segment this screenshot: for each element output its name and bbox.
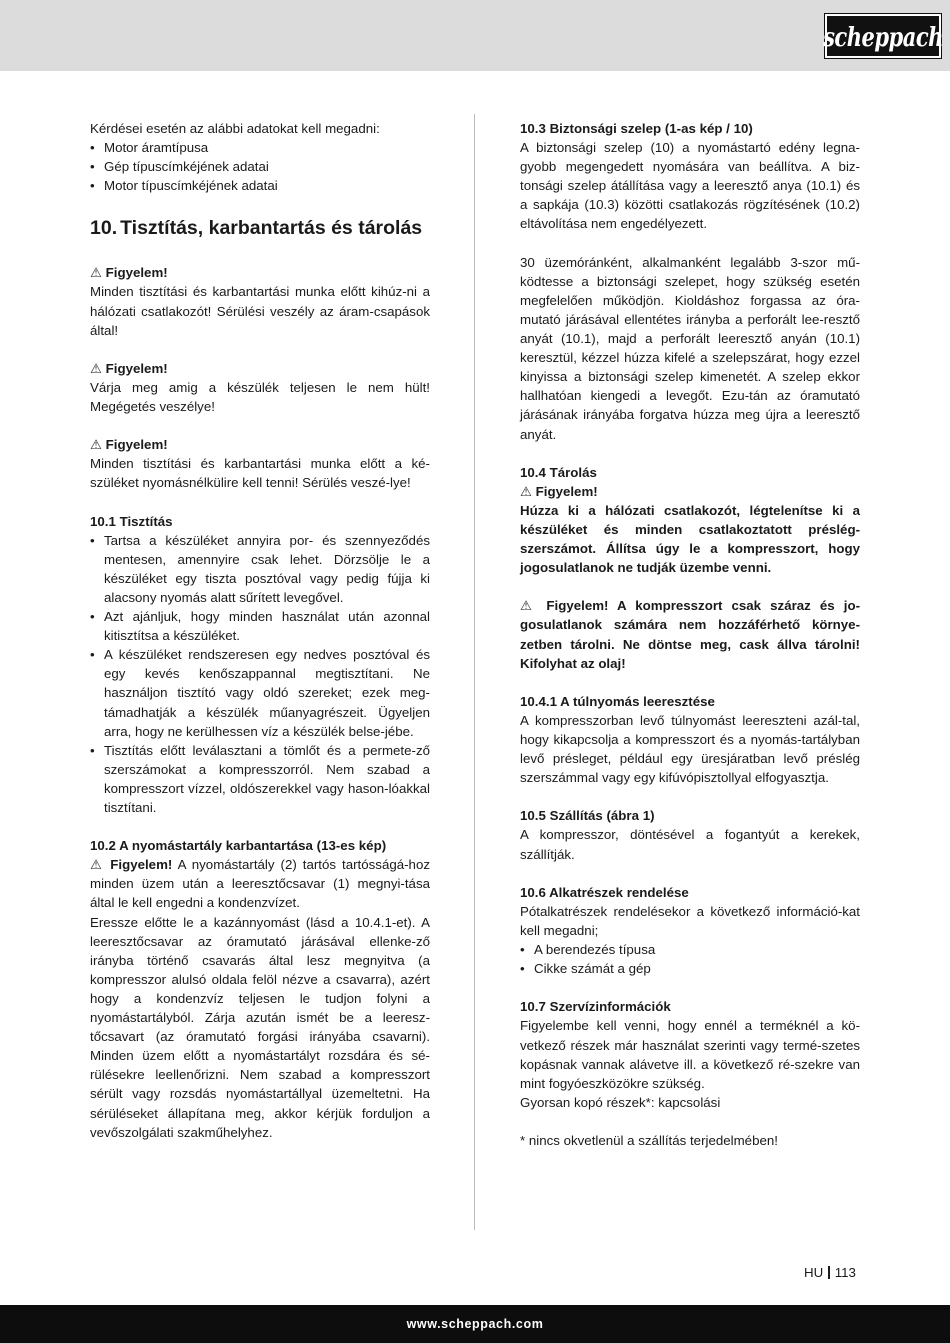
right-column	[520, 119, 860, 1150]
column-divider	[474, 114, 475, 1230]
subsection-title: 10.3 Biztonsági szelep (1-as kép / 10)	[520, 121, 753, 136]
warning-triangle-icon: ⚠	[520, 598, 538, 614]
separator	[828, 1266, 830, 1279]
intro-list	[90, 138, 430, 195]
paragraph: Húzza ki a hálózati csatlakozót, légtelenítse ki a készüléket és minden csatlakoztatott préslég-szerszámot. Állítsa úgy le a kompresszort, hogy jogosulatlanok ne tudják üzembe venni.	[520, 502, 860, 576]
warning-triangle-icon: ⚠	[90, 360, 102, 376]
language-code: HU	[804, 1265, 824, 1280]
warning-heading	[90, 359, 430, 378]
list-item: • Azt ajánljuk, hogy minden használat után azonnal kitisztítsa a készüléket.	[90, 607, 430, 645]
warning-label: Figyelem!	[105, 360, 168, 376]
paragraph: A biztonsági szelep (10) a nyomástartó edény legna-gyobb megengedett nyomására van beállítva. A biz-tonsági szelep átállítása vagy a leeresztő anya (10.1) és a sapkája (10.3) közötti csatlakozás rögzítésének (10.2) eltávolítása nem engedélyezett.	[520, 140, 860, 232]
subsection-title: 10.5 Szállítás (ábra 1)	[520, 808, 655, 824]
warning-text: Minden tisztítási és karbantartási munka előtt kihúz-ni a hálózati csatlakozót! Sérülési veszély az áram-csapások által!	[90, 284, 430, 338]
paragraph: A kompresszorban levő túlnyomást leereszteni azál-tal, hogy kikapcsolja a kompresszort és a nyomás-tartályban levő présleget, például egy üresjáratban levő préslég szerszámmal vagy egy kifúvópisztollyal elfogyasztja.	[520, 712, 860, 786]
paragraph: 30 üzemóránként, alkalmanként legalább 3-szor mű-ködtesse a biztonsági szelepet, hogy szükség esetén megfelelően működjön. Kioldáshoz forgassa az óra-mutató járásával ellentétes irányba a perforált lee-resztő anyát (10.1), majd a perforált leeresztő anyán (10.1) keresztül, kézzel húzza kifelé a szelepszárat, hogy ezzel kinyissa a biztonsági szelep kimenetét. A szelep ekkor hallhatóan kiengedi a levegőt. Ezu-tán az óramutató járásának irányába forgatva húzza meg újra a leeresztő anyát.	[520, 254, 860, 442]
section-number: 10.	[90, 217, 118, 240]
list-item: • Tartsa a készüléket annyira por- és szennyeződés mentesen, amennyire csak lehet. Dörzsölje le a készüléket egy tiszta posztóval vagy pedig fújja ki alacsony nyomás alatt sűrített levegővel.	[90, 531, 430, 607]
warning-heading	[520, 482, 860, 501]
list-item: • Motor áramtípusa	[90, 138, 430, 157]
paragraph-text: A nyomástartály (2) tartós tartósságá-hoz minden üzem után a leeresztőcsavar (1) megnyi-tása által le kell engedni a kondenzvízet.	[90, 857, 430, 911]
parts-list	[520, 940, 860, 978]
website-link[interactable]: www.scheppach.com	[406, 1317, 544, 1331]
list-item: • A készüléket rendszeresen egy nedves posztóval és egy kevés kenőszappannal megtisztítani. Ne használjon tisztító vagy oldó szereket; ezek meg-támadhatják a készülék műanyagrészeit. Ügyeljen arra, hogy ne kerülhessen víz a készülék belse-jébe.	[90, 645, 430, 740]
paragraph: Figyelembe kell venni, hogy ennél a terméknél a kö-vetkező részek már használat szerinti vagy termé-szetes kopásnak vannak alávetve ill. a következő ré-szekre van mint fogyóeszközökre szükség.	[520, 1018, 860, 1091]
paragraph: Eressze előtte le a kazánnyomást (lásd a 10.4.1-et). A leeresztőcsavar az óramutató járásával ellenke-ző irányba történő csavarás által lesz megnyitva (a kompresszor alulsó oldala felöl nézve a csavarra), azért hogy a kondenzvíz teljesen le tudjon folyni a nyomástartályból. Zárja azután ismét be a leeresz-tőcsavart (az óramutató forgási irányába csavarni). Minden üzem előtt a nyomástartályt rozsdára és sé-rülésekre leellenőrizni. Nem szabad a kompresszort sérült vagy rozsdás nyomástartállyal üzemeltetni. Ha sérüléseket állapítana meg, akkor kérjük forduljon a vevőszolgálati szakműhelyhez.	[90, 914, 430, 1140]
left-column	[90, 119, 430, 1142]
footer-band	[0, 1305, 950, 1343]
list-item: • Gép típuscímkéjének adatai	[90, 157, 430, 176]
header-band	[0, 0, 950, 71]
section-title: Tisztítás, karbantartás és tárolás	[120, 217, 423, 240]
intro-text: Kérdései esetén az alábbi adatokat kell megadni:	[90, 121, 380, 136]
paragraph	[90, 855, 430, 912]
warning-paragraph	[520, 596, 860, 672]
page-num: 113	[834, 1265, 856, 1280]
subsection-title: 10.7 Szervízinformációk	[520, 999, 671, 1015]
paragraph: Pótalkatrészek rendelésekor a következő információ-kat kell megadni;	[520, 903, 860, 938]
warning-triangle-icon: ⚠	[90, 857, 105, 873]
logo-text: scheppach	[823, 20, 943, 52]
paragraph: A kompresszor, döntésével a fogantyút a kerekek, szállítják.	[520, 827, 860, 862]
brand-logo	[825, 14, 941, 58]
list-item: • Tisztítás előtt leválasztani a tömlőt és a permete-ző szerszámokat a kompresszorról. Nem szabad a kompresszort vízzel, oldószerekkel vagy hason-lóakkal tisztítani.	[90, 741, 430, 817]
warning-heading	[90, 435, 430, 454]
warning-label: Figyelem!	[535, 483, 598, 499]
section-heading	[90, 215, 430, 241]
subsection-title: 10.2 A nyomástartály karbantartása (13-es kép)	[90, 838, 387, 854]
subsection-title: 10.6 Alkatrészek rendelése	[520, 884, 689, 900]
list-item: • A berendezés típusa	[520, 940, 860, 959]
warning-triangle-icon: ⚠	[90, 265, 102, 281]
paragraph-text: Figyelem! A kompresszort csak száraz és jo-gosulatlanok számára nem hozzáférhető környe-zetben tárolni. Ne döntse meg, cask állva tárolni! Kifolyhat az olaj!	[520, 598, 860, 671]
warning-label: Figyelem!	[105, 437, 168, 453]
paragraph: Gyorsan kopó részek*: kapcsolási	[520, 1094, 721, 1110]
warning-triangle-icon: ⚠	[90, 437, 102, 453]
warning-heading	[90, 263, 430, 282]
list-item: • Cikke számát a gép	[520, 959, 860, 978]
subsection-title: 10.4 Tárolás	[520, 464, 597, 480]
page-number	[804, 1265, 856, 1280]
warning-triangle-icon: ⚠	[520, 483, 532, 499]
list-item: • Motor típuscímkéjének adatai	[90, 176, 430, 195]
warning-label: Figyelem!	[105, 265, 168, 281]
warning-label: Figyelem!	[110, 857, 173, 873]
subsection-title: 10.4.1 A túlnyomás leeresztése	[520, 693, 715, 709]
cleaning-list	[90, 531, 430, 817]
footnote: * nincs okvetlenül a szállítás terjedelmében!	[520, 1132, 778, 1148]
warning-text: Minden tisztítási és karbantartási munka előtt a ké-szüléket nyomásnélkülire kell tenni! Sérülés veszé-lye!	[90, 456, 430, 491]
warning-text: Várja meg amig a készülék teljesen le nem hült! Megégetés veszélye!	[90, 379, 430, 415]
subsection-title: 10.1 Tisztítás	[90, 513, 173, 529]
